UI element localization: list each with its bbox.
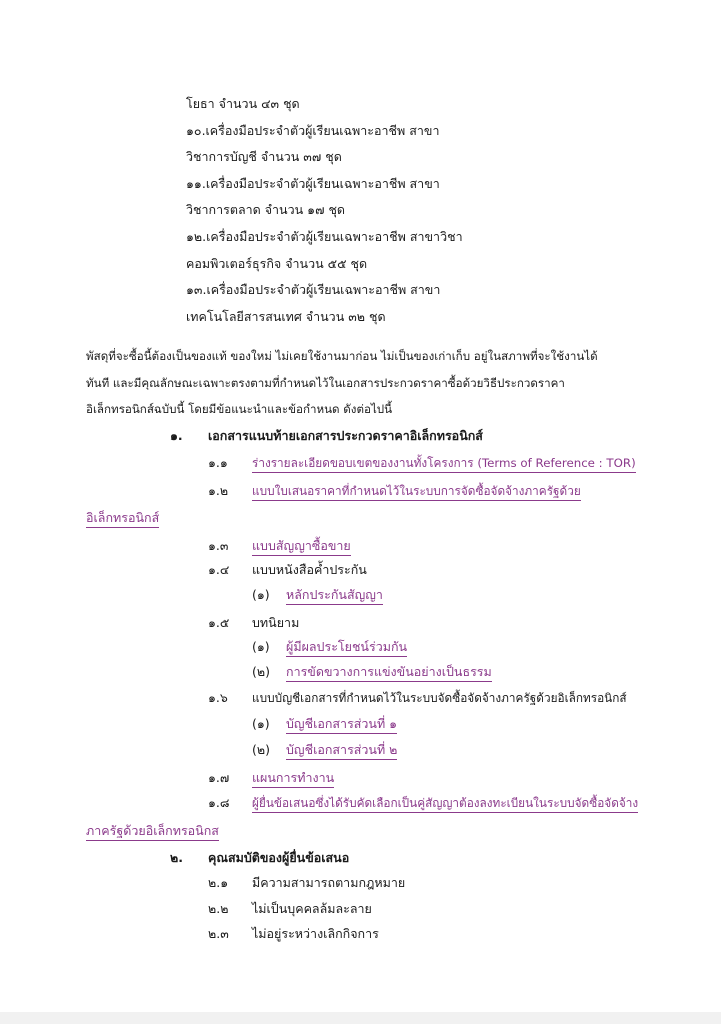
link-registration-cont[interactable]: ภาครัฐด้วยอิเล็กทรอนิกส xyxy=(86,823,219,841)
sub-number: (๑) xyxy=(252,639,270,654)
list-line: วิชาการตลาด จำนวน ๑๗ ชุด xyxy=(186,202,346,217)
list-line: ๑๒.เครื่องมือประจำตัวผู้เรียนเฉพาะอาชีพ สาขาวิชา xyxy=(186,229,463,244)
intro-line: ทันที และมีคุณลักษณะเฉพาะตรงตามที่กำหนดไว้ในเอกสารประกวดราคาซื้อด้วยวิธีประกวดราคา xyxy=(86,376,565,390)
item-text: แบบบัญชีเอกสารที่กำหนดไว้ในระบบจัดซื้อจัดจ้างภาครัฐด้วยอิเล็กทรอนิกส์ xyxy=(252,691,627,705)
item-text: แบบหนังสือค้ำประกัน xyxy=(252,562,367,577)
item-number: ๒.๑ xyxy=(208,875,229,890)
link-joint-interest[interactable]: ผู้มีผลประโยชน์ร่วมกัน xyxy=(286,639,407,657)
link-registration[interactable]: ผู้ยื่นข้อเสนอซึ่งได้รับคัดเลือกเป็นคู่สัญญาต้องลงทะเบียนในระบบจัดซื้อจัดจ้าง xyxy=(252,795,638,813)
item-number: ๑.๘ xyxy=(208,795,230,810)
link-guarantee[interactable]: หลักประกันสัญญา xyxy=(286,587,383,605)
item-text: มีความสามารถตามกฎหมาย xyxy=(252,875,406,890)
link-contract[interactable]: แบบสัญญาซื้อขาย xyxy=(252,538,351,556)
list-line: ๑๓.เครื่องมือประจำตัวผู้เรียนเฉพาะอาชีพ สาขา xyxy=(186,282,441,297)
list-line: ๑๐.เครื่องมือประจำตัวผู้เรียนเฉพาะอาชีพ สาขา xyxy=(186,123,440,138)
sub-number: (๒) xyxy=(252,664,270,679)
item-number: ๒.๓ xyxy=(208,926,229,941)
item-number: ๒.๒ xyxy=(208,901,229,916)
link-work-plan[interactable]: แผนการทำงาน xyxy=(252,770,334,788)
item-number: ๑.๗ xyxy=(208,770,230,785)
link-doc-list-2[interactable]: บัญชีเอกสารส่วนที่ ๒ xyxy=(286,742,397,760)
item-text: บทนิยาม xyxy=(252,615,300,630)
item-number: ๑.๒ xyxy=(208,483,229,498)
section-title: เอกสารแนบท้ายเอกสารประกวดราคาอิเล็กทรอนิกส์ xyxy=(208,428,483,443)
link-price-form[interactable]: แบบใบเสนอราคาที่กำหนดไว้ในระบบการจัดซื้อจัดจ้างภาครัฐด้วย xyxy=(252,483,581,501)
item-number: ๑.๕ xyxy=(208,615,230,630)
item-number: ๑.๖ xyxy=(208,690,228,705)
link-fair-competition[interactable]: การขัดขวางการแข่งขันอย่างเป็นธรรม xyxy=(286,664,492,682)
item-text: ไม่อยู่ระหว่างเลิกกิจการ xyxy=(252,926,379,941)
intro-line: พัสดุที่จะซื้อนี้ต้องเป็นของแท้ ของใหม่ ไม่เคยใช้งานมาก่อน ไม่เป็นของเก่าเก็บ อยู่ในสภาพที่จะใช้งานได้ xyxy=(86,349,598,363)
sub-number: (๒) xyxy=(252,742,270,757)
list-line: โยธา จำนวน ๔๓ ชุด xyxy=(186,96,300,111)
sub-number: (๑) xyxy=(252,587,270,602)
item-number: ๑.๔ xyxy=(208,562,230,577)
item-number: ๑.๓ xyxy=(208,538,229,553)
list-line: คอมพิวเตอร์ธุรกิจ จำนวน ๕๕ ชุด xyxy=(186,256,368,271)
section-title: คุณสมบัติของผู้ยื่นข้อเสนอ xyxy=(208,850,350,865)
list-line: ๑๑.เครื่องมือประจำตัวผู้เรียนเฉพาะอาชีพ สาขา xyxy=(186,176,440,191)
section-number: ๑. xyxy=(170,428,183,443)
section-number: ๒. xyxy=(170,850,183,865)
list-line: วิชาการบัญชี จำนวน ๓๗ ชุด xyxy=(186,149,342,164)
link-doc-list-1[interactable]: บัญชีเอกสารส่วนที่ ๑ xyxy=(286,716,397,734)
link-tor[interactable]: ร่างรายละเอียดขอบเขตของงานทั้งโครงการ (Terms of Reference : TOR) xyxy=(252,455,636,473)
page-bottom-edge xyxy=(0,1012,721,1024)
link-price-form-cont[interactable]: อิเล็กทรอนิกส์ xyxy=(86,510,159,528)
list-line: เทคโนโลยีสารสนเทศ จำนวน ๓๒ ชุด xyxy=(186,309,386,324)
item-number: ๑.๑ xyxy=(208,455,228,470)
item-text: ไม่เป็นบุคคลล้มละลาย xyxy=(252,901,372,916)
sub-number: (๑) xyxy=(252,716,270,731)
intro-line: อิเล็กทรอนิกส์ฉบับนี้ โดยมีข้อแนะนำและข้อกำหนด ดังต่อไปนี้ xyxy=(86,402,393,416)
